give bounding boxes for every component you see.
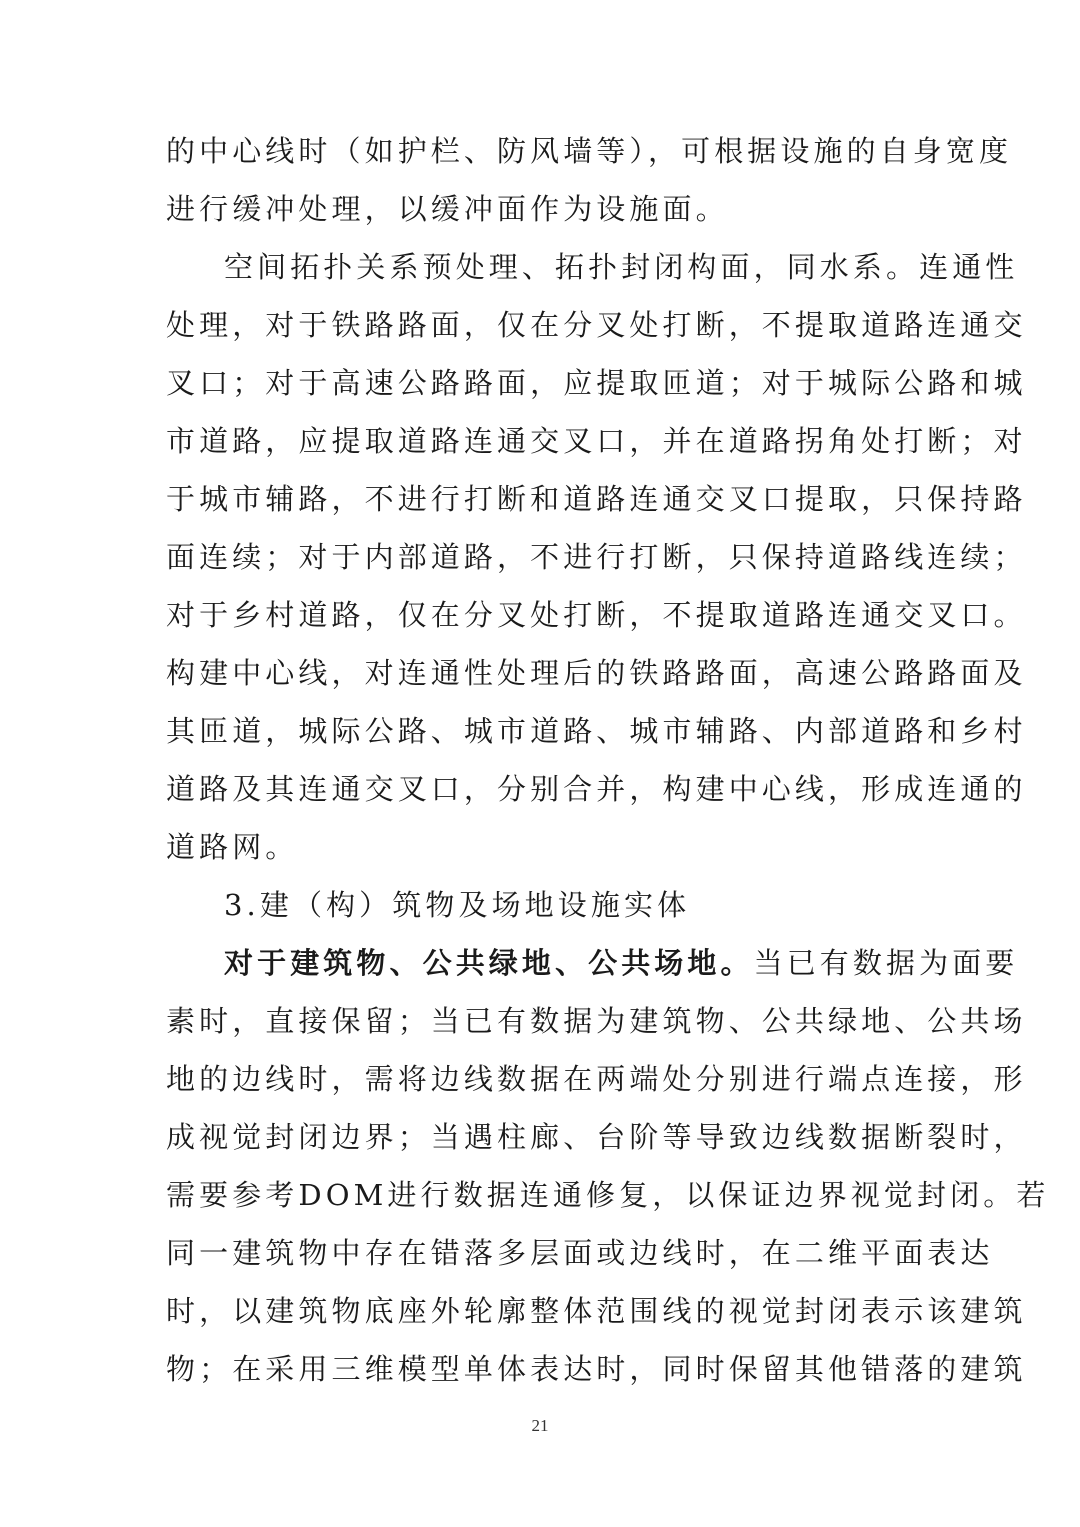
- text-line: 于城市辅路，不进行打断和道路连通交叉口提取，只保持路: [166, 482, 1027, 516]
- text-line: 同一建筑物中存在错落多层面或边线时，在二维平面表达: [166, 1236, 994, 1270]
- paragraph-continuation: [166, 122, 1013, 238]
- text-line: 面连续；对于内部道路，不进行打断，只保持道路线连续；: [166, 540, 1027, 574]
- text-line: 道路及其连通交叉口，分别合并，构建中心线，形成连通的: [166, 772, 1027, 806]
- text-line: 的中心线时（如护栏、防风墙等），可根据设施的自身宽度: [166, 134, 1013, 168]
- text-line: 需要参考DOM进行数据连通修复，以保证边界视觉封闭。若: [166, 1178, 1050, 1212]
- body-text: [166, 122, 1050, 1398]
- text-line: 地的边线时，需将边线数据在两端处分别进行端点连接，形: [166, 1062, 1027, 1096]
- text-line: 时，以建筑物底座外轮廓整体范围线的视觉封闭表示该建筑: [166, 1294, 1027, 1328]
- paragraph-topology: [166, 238, 1027, 876]
- text-span: 当已有数据为面要: [753, 946, 1019, 980]
- text-line: 叉口；对于高速公路路面，应提取匝道；对于城际公路和城: [166, 366, 1027, 400]
- text-line: 对于乡村道路，仅在分叉处打断，不提取道路连通交叉口。: [166, 598, 1027, 632]
- page-number: 21: [531, 1416, 549, 1435]
- text-line: 构建中心线，对连通性处理后的铁路路面，高速公路路面及: [166, 656, 1027, 690]
- bold-lead-text: 对于建筑物、公共绿地、公共场地。: [224, 946, 754, 980]
- text-line: 空间拓扑关系预处理、拓扑封闭构面，同水系。连通性: [224, 250, 1019, 284]
- section-heading-text: 3.建（构）筑物及场地设施实体: [224, 888, 691, 922]
- text-line: [166, 934, 1019, 992]
- text-line: 道路网。: [166, 830, 299, 864]
- paragraph-buildings: [166, 934, 1050, 1398]
- text-line: 市道路，应提取道路连通交叉口，并在道路拐角处打断；对: [166, 424, 1027, 458]
- section-heading: [166, 876, 918, 934]
- text-line: 成视觉封闭边界；当遇柱廊、台阶等导致边线数据断裂时，: [166, 1120, 1027, 1154]
- text-line: 其匝道，城际公路、城市道路、城市辅路、内部道路和乡村: [166, 714, 1027, 748]
- text-line: 素时，直接保留；当已有数据为建筑物、公共绿地、公共场: [166, 1004, 1027, 1038]
- text-line: 处理，对于铁路路面，仅在分叉处打断，不提取道路连通交: [166, 308, 1027, 342]
- text-line: 物；在采用三维模型单体表达时，同时保留其他错落的建筑: [166, 1352, 1027, 1386]
- text-line: 进行缓冲处理，以缓冲面作为设施面。: [166, 192, 729, 226]
